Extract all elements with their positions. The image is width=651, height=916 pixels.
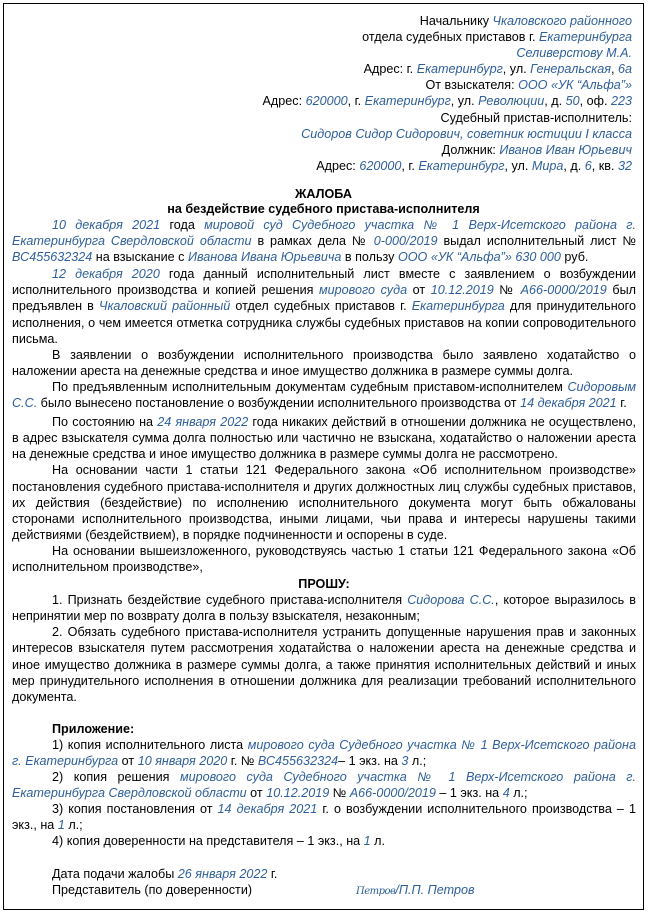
representative-line: Представитель (по доверенности) Петров/П.П. Петров (12, 882, 636, 898)
attachment-item-4: 4) копия доверенности на представителя – 1 экз., на 1 л. (52, 834, 386, 849)
paragraph-motion: В заявлении о возбуждении исполнительного производства было заявлено ходатайство о наложении ареста на денежные средства и иное имущество должника в размере суммы долга. (12, 347, 636, 378)
document-subtitle: на бездействие судебного пристава-исполнителя (167, 202, 480, 216)
paragraph-proceedings-opened: По предъявленным исполнительным документам судебным приставом-исполнителем Сидоровым С.С. было вынесено постановление о возбуждении исполнительного производства от 14 декабря 2021 г. (12, 379, 636, 411)
bailiff-label: Судебный пристав-исполнитель: (440, 110, 632, 125)
complaint-document (3, 3, 644, 910)
filing-date: Дата подачи жалобы 26 января 2022 г. (52, 866, 278, 881)
attachment-item-3: 3) копия постановления от 14 декабря 2021 г. о возбуждении исполнительного производства – 1 экз., на 1 л.; (12, 802, 636, 833)
complaint-body (12, 217, 636, 898)
addressee-line: Начальнику Чкаловского районного (419, 14, 632, 28)
creditor-address: Адрес: 620000, г. Екатеринбург, ул. Революции, д. 50, оф. 223 (262, 94, 632, 109)
attachments-heading: Приложение: (52, 721, 135, 736)
paragraph-conclusion: На основании вышеизложенного, руководствуясь частью 1 статьи 121 Федерального закона «Об исполнительном производстве», (12, 543, 636, 574)
debtor-line: Должник: Иванов Иван Юрьевич (441, 142, 632, 157)
request-item-2: 2. Обязать судебного пристава-исполнителя устранить допущенные нарушения прав и законных интересов взыскателя путем рассмотрения ходатайства о наложении ареста на денежные средства и иное имущество должника в размере суммы долга, а также принятия исполнительных действий и иных мер принудительного исполнения в отношении должника для реализации требований исполнительного документа. (12, 625, 636, 704)
attachment-item-2: 2) копия решения мирового суда Судебного участка № 1 Верх-Исетского района г. Екатеринбурга Свердловской области от 10.12.2019 № А66-0000/2019 – 1 экз. на 4 л.; (12, 770, 636, 801)
addressee-address: Адрес: г. Екатеринбург, ул. Генеральская, 6а (363, 62, 632, 77)
bailiff-name: Сидоров Сидор Сидорович, советник юстиции I класса (301, 126, 632, 141)
request-item-1: 1. Признать бездействие судебного пристава-исполнителя Сидорова С.С., которое выразилось в непринятии мер по возврату долга в пользу взыскателя, незаконным; (12, 593, 636, 624)
addressee-line: Селиверстову М.А. (516, 46, 632, 61)
paragraph-legal-basis: На основании части 1 статьи 121 Федерального закона «Об исполнительном производстве» постановления судебного пристава-исполнителя и других должностных лиц службы судебных приставов, их действия (бездействие) по исполнению исполнительного документа могут быть обжалованы сторонами исполнительного производства, иными лицами, чьи права и интересы нарушены такими действиями (бездействием), в порядке подчиненности и оспорены в суде. (12, 463, 636, 542)
paragraph-inaction: По состоянию на 24 января 2022 года никаких действий в отношении должника не осуществлено, в адрес взыскателя сумма долга полностью или частично не взыскана, ходатайство о наложении ареста на денежные средства и иное имущество должника в размере суммы долга не рассмотрено. (12, 415, 637, 462)
paragraph-writ-submitted: 12 декабря 2020 года данный исполнительный лист вместе с заявлением о возбуждении исполнительного производства и копией решения мирового суда от 10.12.2019 № А66-0000/2019 был предъявлен в Чкаловский районный отдел судебных приставов г. Екатеринбурга для принудительного исполнения, о чем имеется отметка сотрудника службы судебных приставов на копии сопроводительного письма. (12, 267, 637, 346)
debtor-address: Адрес: 620000, г. Екатеринбург, ул. Мира, д. 6, кв. 32 (316, 158, 632, 173)
handwritten-signature: Петров (356, 885, 396, 897)
addressee-line: отдела судебных приставов г. Екатеринбурга (362, 30, 632, 45)
request-heading: ПРОШУ: (298, 577, 350, 592)
document-title: ЖАЛОБА (295, 187, 352, 201)
paragraph-writ-issued: 10 декабря 2021 года мировой суд Судебного участка № 1 Верх-Исетского района г. Екатеринбурга Свердловской области в рамках дела № 0-000/2019 выдал исполнительный лист № ВС455632324 на взыскание с Иванова Ивана Юрьевича в пользу ООО «УК “Альфа”» 630 000 руб. (12, 218, 636, 265)
creditor-line: От взыскателя: ООО «УК “Альфа”» (425, 78, 632, 93)
attachment-item-1: 1) копия исполнительного листа мирового суда Судебного участка № 1 Верх-Исетского района г. Екатеринбурга от 10 января 2020 г. № ВС455632324– 1 экз. на 3 л.; (12, 737, 636, 768)
addressee-block (72, 13, 632, 174)
signature: Петров/П.П. Петров (356, 882, 475, 897)
